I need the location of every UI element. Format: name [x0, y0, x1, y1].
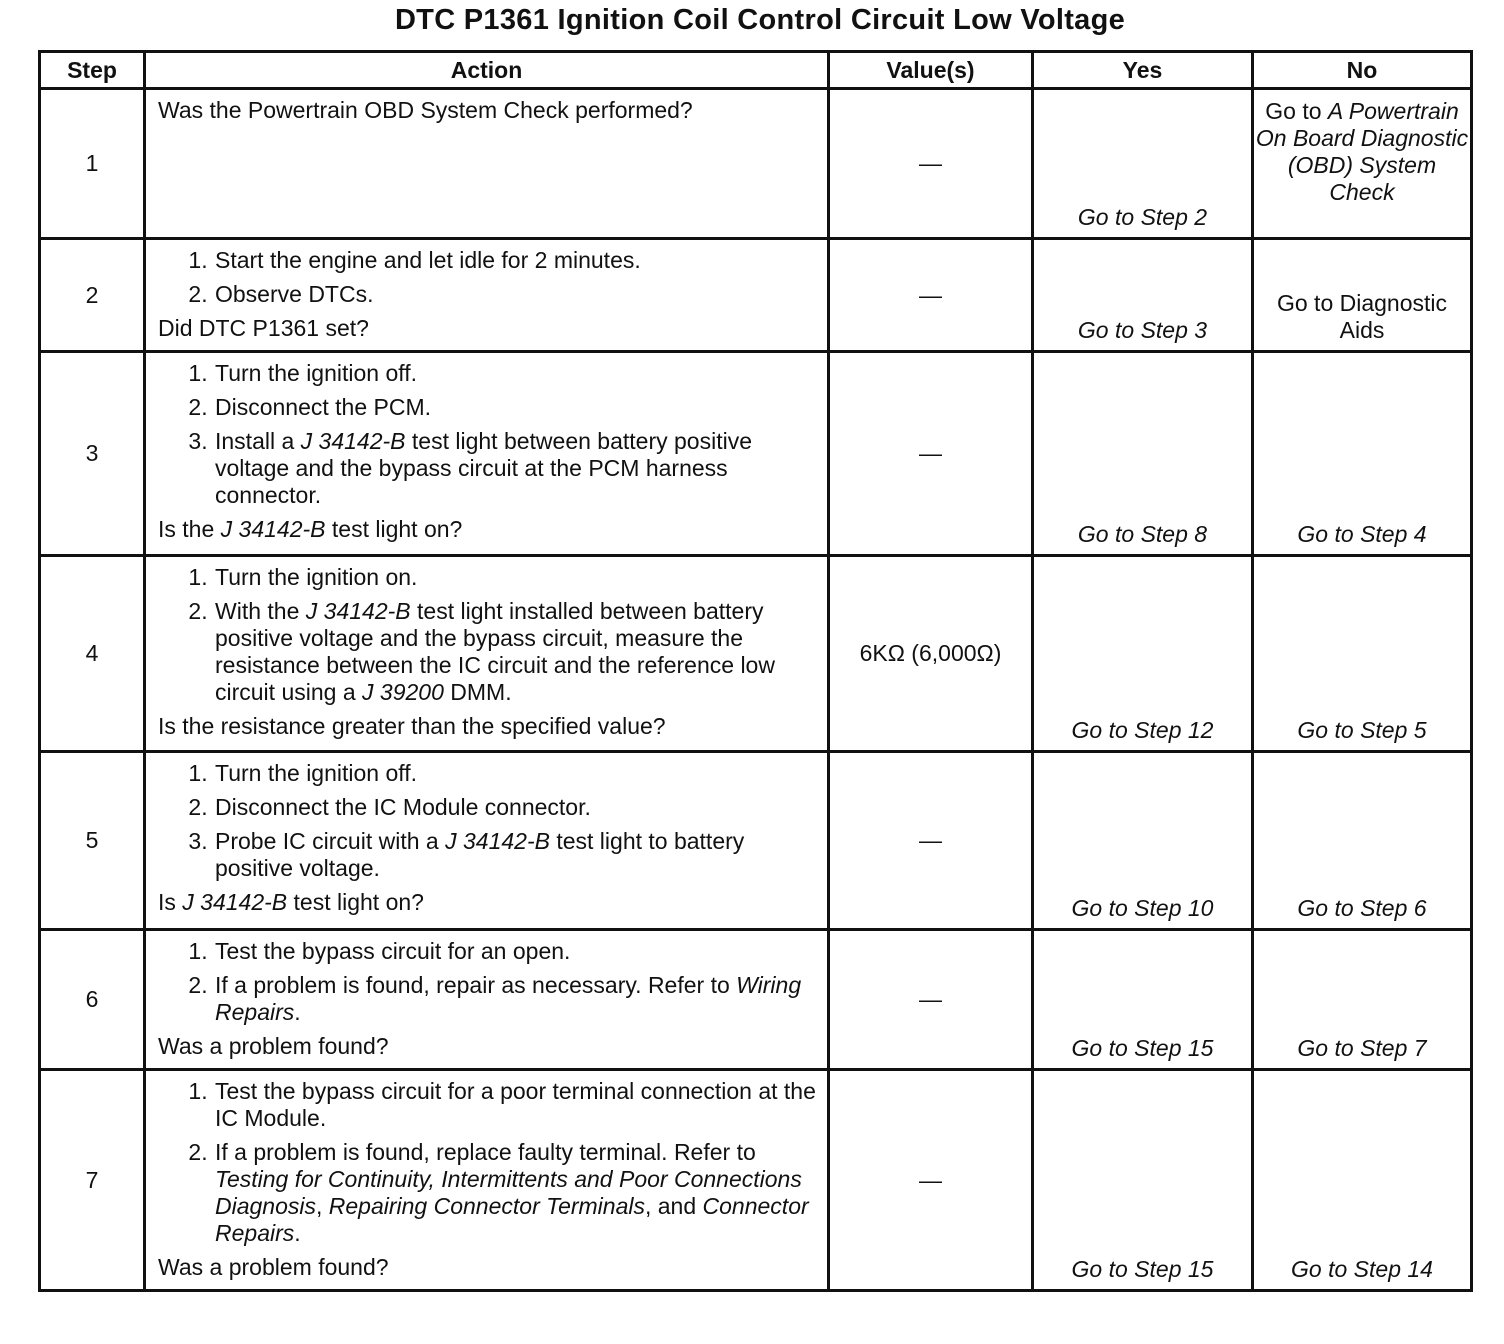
- no-cell: Go to Step 4: [1253, 352, 1472, 556]
- action-item: 2. Disconnect the IC Module connector.: [214, 794, 817, 821]
- item-text: If a problem is found, replace faulty terminal. Refer to: [215, 1139, 756, 1165]
- table-row: [40, 556, 1472, 752]
- document-reference: Wiring Repairs: [215, 972, 802, 1025]
- item-text: test light between battery positive voltage and the bypass circuit at the PCM harness connector.: [215, 428, 752, 508]
- no-cell: Go to Diagnostic Aids: [1253, 239, 1472, 352]
- step-number: 7: [40, 1070, 145, 1291]
- step-number: 3: [40, 352, 145, 556]
- item-text: Probe IC circuit with a: [215, 828, 446, 854]
- step-number: 6: [40, 930, 145, 1070]
- value-cell: —: [829, 239, 1033, 352]
- action-cell: [145, 930, 829, 1070]
- item-text: Install a: [215, 428, 301, 454]
- no-cell: Go to Step 14: [1253, 1070, 1472, 1291]
- item-text: ,: [316, 1193, 329, 1219]
- diagnostic-table: [38, 50, 1473, 1292]
- table-row: [40, 930, 1472, 1070]
- tool-reference: J 39200: [362, 679, 444, 705]
- table-row: [40, 752, 1472, 930]
- step-number: 2: [40, 239, 145, 352]
- table-row: [40, 1070, 1472, 1291]
- header-yes: Yes: [1033, 52, 1253, 89]
- step-number: 1: [40, 89, 145, 239]
- action-question: Was a problem found?: [158, 1254, 389, 1280]
- action-item: 2. Observe DTCs.: [214, 281, 817, 308]
- action-item: [214, 1139, 817, 1247]
- action-cell: [145, 556, 829, 752]
- value-cell: —: [829, 752, 1033, 930]
- action-cell: [145, 239, 829, 352]
- step-number: 5: [40, 752, 145, 930]
- no-cell: [1253, 89, 1472, 239]
- question-text: test light on?: [325, 516, 463, 542]
- action-item: 1. Turn the ignition on.: [214, 564, 817, 591]
- header-step: Step: [40, 52, 145, 89]
- yes-cell: Go to Step 3: [1033, 239, 1253, 352]
- yes-cell: Go to Step 15: [1033, 1070, 1253, 1291]
- value-cell: —: [829, 930, 1033, 1070]
- item-text: With the: [215, 598, 306, 624]
- step-number: 4: [40, 556, 145, 752]
- no-prefix: Go to: [1265, 98, 1328, 124]
- item-text: DMM.: [443, 679, 512, 705]
- action-list: [158, 564, 817, 706]
- item-text: test light installed between battery positive voltage and the bypass circuit, measure the resistance between the IC circuit and the reference low circuit using a: [215, 598, 775, 705]
- table-header-row: [40, 52, 1472, 89]
- no-cell: Go to Step 7: [1253, 930, 1472, 1070]
- no-reference: A Powertrain On Board Diagnostic (OBD) System Check: [1255, 98, 1469, 205]
- action-question: [158, 889, 817, 916]
- question-text: Is: [158, 889, 183, 915]
- value-cell: 6KΩ (6,000Ω): [829, 556, 1033, 752]
- tool-reference: J 34142-B: [182, 889, 288, 915]
- document-reference: Repairing Connector Terminals: [328, 1193, 645, 1219]
- action-question: Did DTC P1361 set?: [158, 315, 369, 341]
- action-question: Is the resistance greater than the specified value?: [158, 713, 666, 739]
- yes-cell: Go to Step 10: [1033, 752, 1253, 930]
- action-item: [214, 428, 817, 509]
- table-row: [40, 239, 1472, 352]
- header-action: Action: [145, 52, 829, 89]
- question-text: Is the: [158, 516, 221, 542]
- yes-cell: Go to Step 15: [1033, 930, 1253, 1070]
- action-cell: [145, 352, 829, 556]
- action-item: 1. Test the bypass circuit for an open.: [214, 938, 817, 965]
- document-reference: Connector Repairs: [215, 1193, 809, 1246]
- value-cell: —: [829, 352, 1033, 556]
- action-item: 1. Turn the ignition off.: [214, 760, 817, 787]
- table-row: [40, 89, 1472, 239]
- action-item: [214, 828, 817, 882]
- item-text: .: [294, 1220, 301, 1246]
- header-no: No: [1253, 52, 1472, 89]
- document-reference: Testing for Continuity, Intermittents and Poor Connections Diagnosis: [215, 1166, 802, 1219]
- action-cell: [145, 752, 829, 930]
- tool-reference: J 34142-B: [445, 828, 550, 854]
- no-cell: Go to Step 5: [1253, 556, 1472, 752]
- action-list: [158, 247, 817, 308]
- action-item: 1. Start the engine and let idle for 2 minutes.: [214, 247, 817, 274]
- action-item: 1. Test the bypass circuit for a poor terminal connection at the IC Module.: [214, 1078, 817, 1132]
- item-text: .: [294, 999, 301, 1025]
- action-item: [214, 972, 817, 1026]
- action-item: 1. Turn the ignition off.: [214, 360, 817, 387]
- value-cell: —: [829, 1070, 1033, 1291]
- no-cell: Go to Step 6: [1253, 752, 1472, 930]
- action-cell: [145, 89, 829, 239]
- action-question: Was a problem found?: [158, 1033, 389, 1059]
- action-list: [158, 1078, 817, 1247]
- action-list: [158, 938, 817, 1026]
- yes-cell: Go to Step 2: [1033, 89, 1253, 239]
- header-values: Value(s): [829, 52, 1033, 89]
- item-text: If a problem is found, repair as necessary. Refer to: [215, 972, 737, 998]
- action-question: Was the Powertrain OBD System Check performed?: [158, 97, 693, 123]
- item-text: , and: [644, 1193, 703, 1219]
- action-list: [158, 760, 817, 882]
- yes-cell: Go to Step 12: [1033, 556, 1253, 752]
- action-cell: [145, 1070, 829, 1291]
- action-item: [214, 598, 817, 706]
- tool-reference: J 34142-B: [220, 516, 326, 542]
- action-question: [158, 516, 817, 543]
- item-text: test light to battery positive voltage.: [215, 828, 745, 881]
- action-item: 2. Disconnect the PCM.: [214, 394, 817, 421]
- yes-cell: Go to Step 8: [1033, 352, 1253, 556]
- tool-reference: J 34142-B: [300, 428, 406, 454]
- table-row: [40, 352, 1472, 556]
- action-list: [158, 360, 817, 509]
- page-title: DTC P1361 Ignition Coil Control Circuit Low Voltage: [394, 4, 1126, 36]
- question-text: test light on?: [287, 889, 424, 915]
- value-cell: —: [829, 89, 1033, 239]
- tool-reference: J 34142-B: [305, 598, 411, 624]
